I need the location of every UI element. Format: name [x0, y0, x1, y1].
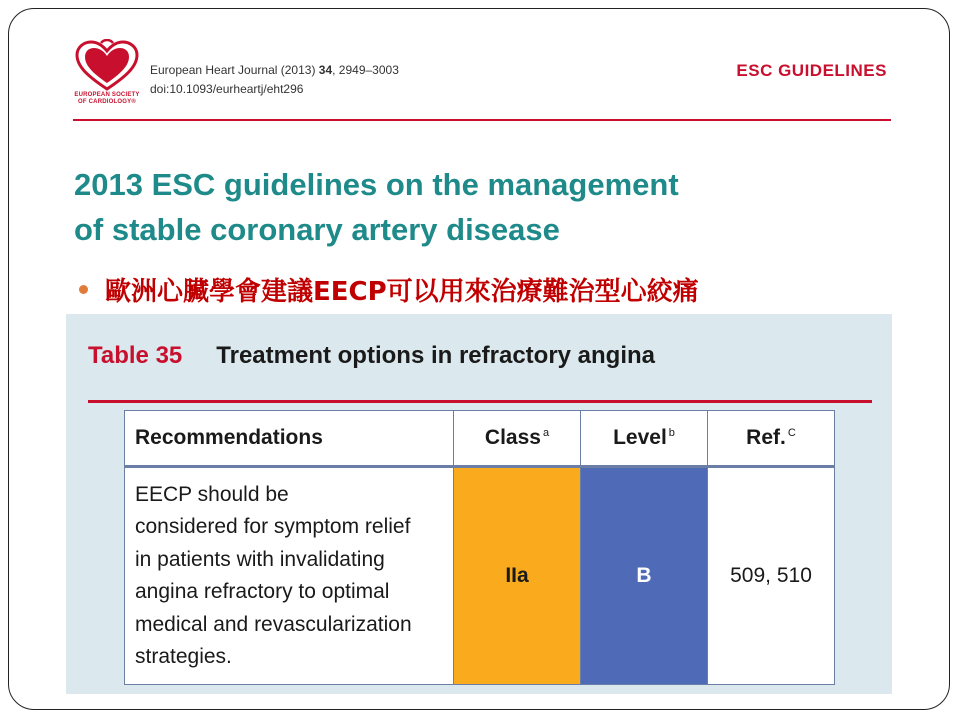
recommendation-line: considered for symptom relief [135, 515, 411, 538]
recommendation-line: medical and revascularization [135, 612, 412, 636]
bullet-text: 歐洲心臟學會建議EECP可以用來治療難治型心絞痛 [105, 277, 699, 307]
header-ref: Ref. $^C$ [708, 411, 835, 467]
title-line-2: of stable coronary artery disease [74, 212, 560, 247]
journal-volume: 34 [318, 63, 333, 77]
journal-citation [150, 61, 399, 99]
journal-pages: , 2949–3003 [332, 63, 399, 77]
class-cell: IIa [454, 467, 581, 685]
caption-divider [88, 400, 872, 403]
recommendations-table [124, 410, 835, 685]
recommendation-line: strategies. [135, 645, 232, 668]
table-number: Table 35 [88, 342, 183, 369]
ref-footnote-mark: C [787, 427, 796, 439]
doi-link[interactable]: doi:10.1093/eurheartj/eht296 [150, 82, 304, 96]
level-cell: B [581, 467, 708, 685]
table-caption [88, 342, 655, 370]
class-footnote-mark: a [542, 427, 550, 439]
bullet-icon [79, 285, 88, 294]
slide-frame [8, 8, 950, 710]
journal-line [150, 61, 399, 80]
journal-name: European Heart Journal (2013) [150, 63, 319, 77]
recommendation-line: EECP should be [135, 482, 289, 506]
logo-wordmark: EUROPEAN SOCIETY OF CARDIOLOGY® [74, 92, 140, 105]
recommendation-line: angina refractory to optimal [135, 580, 390, 603]
bullet-item [79, 271, 950, 308]
page-title [74, 162, 874, 252]
table-panel [66, 314, 892, 694]
recommendation-line: in patients with invalidating [135, 547, 385, 571]
header-class: Class $^a$ [454, 411, 581, 467]
header-divider [73, 119, 891, 121]
ref-cell: 509, 510 [708, 467, 835, 685]
table-header-row [125, 411, 835, 467]
level-footnote-mark: b [668, 427, 675, 439]
title-line-1: 2013 ESC guidelines on the management [74, 167, 679, 202]
table-row [125, 467, 835, 685]
header-level: Level $^b$ [581, 411, 708, 467]
esc-logo [71, 39, 143, 121]
section-label: ESC GUIDELINES [736, 61, 887, 80]
table-name: Treatment options in refractory angina [216, 342, 656, 369]
heart-logo-icon [71, 39, 143, 93]
header-recommendations: Recommendations [125, 411, 454, 467]
recommendation-cell [125, 467, 454, 685]
